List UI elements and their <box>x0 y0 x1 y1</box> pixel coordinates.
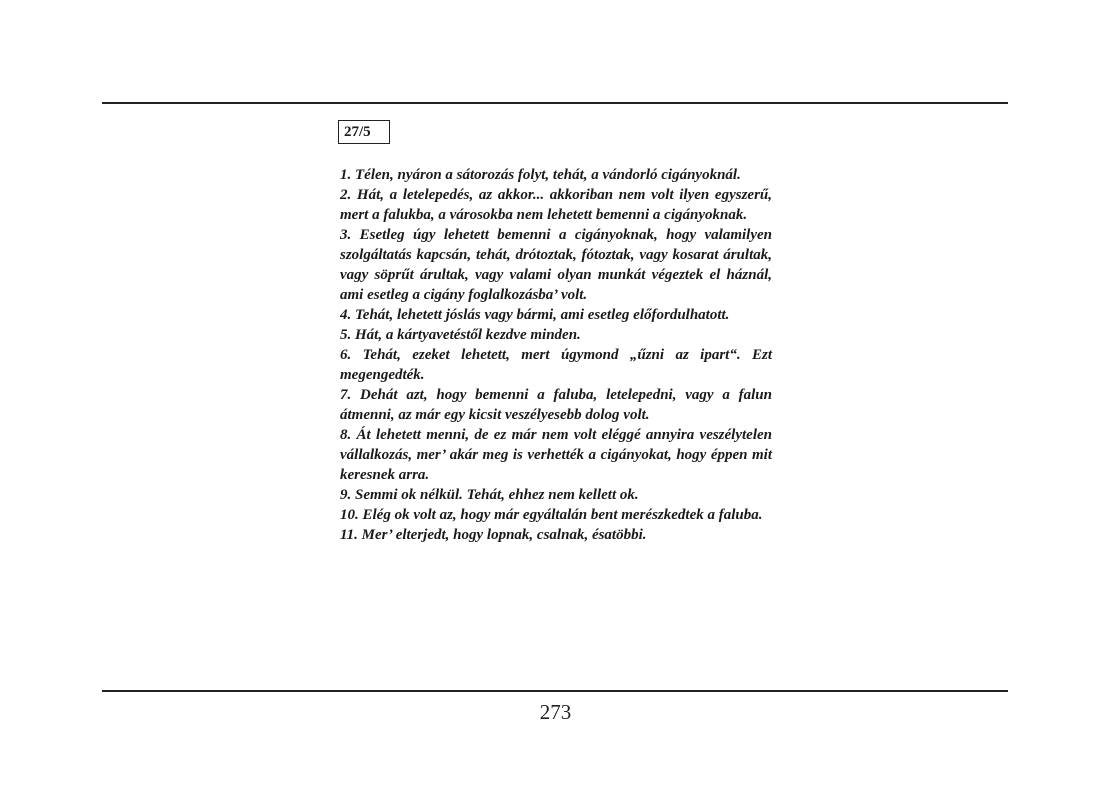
paragraph-5: 5. Hát, a kártyavetéstől kezdve minden. <box>340 327 581 343</box>
paragraph-11: 11. Mer’ elterjedt, hogy lopnak, csalnak, ésatöbbi. <box>340 527 647 543</box>
paragraph-3: 3. Esetleg úgy lehetett bemenni a cigányoknak, hogy valamilyen szolgáltatás kapcsán, tehát, drótoztak, fótoztak, vagy kosarat árultak, vagy söprűt árultak, vagy valami olyan munkát végeztek el háznál, ami esetleg a cigány foglalkozásba’ volt. <box>340 227 772 303</box>
bottom-rule <box>102 690 1008 692</box>
text-body <box>340 165 772 545</box>
paragraph-2: 2. Hát, a letelepedés, az akkor... akkoriban nem volt ilyen egyszerű, mert a falukba, a városokba nem lehetett bemenni a cigányoknak. <box>340 187 772 223</box>
paragraph-6: 6. Tehát, ezeket lehetett, mert úgymond „űzni az ipart“. Ezt megengedték. <box>340 347 772 383</box>
paragraph-8: 8. Át lehetett menni, de ez már nem volt eléggé annyira veszélytelen vállalkozás, mer’ akár meg is verhették a cigányokat, hogy éppen mit keresnek arra. <box>340 427 772 483</box>
paragraph-1: 1. Télen, nyáron a sátorozás folyt, tehát, a vándorló cigányoknál. <box>340 167 741 183</box>
paragraph-9: 9. Semmi ok nélkül. Tehát, ehhez nem kellett ok. <box>340 487 639 503</box>
top-rule <box>102 102 1008 104</box>
section-label: 27/5 <box>338 120 390 144</box>
paragraph-10: 10. Elég ok volt az, hogy már egyáltalán bent merészkedtek a faluba. <box>340 507 763 523</box>
page-number: 273 <box>539 700 572 724</box>
paragraph-7: 7. Dehát azt, hogy bemenni a faluba, letelepedni, vagy a falun átmenni, az már egy kicsit veszélyesebb dolog volt. <box>340 387 772 423</box>
paragraph-4: 4. Tehát, lehetett jóslás vagy bármi, ami esetleg előfordulhatott. <box>340 307 730 323</box>
